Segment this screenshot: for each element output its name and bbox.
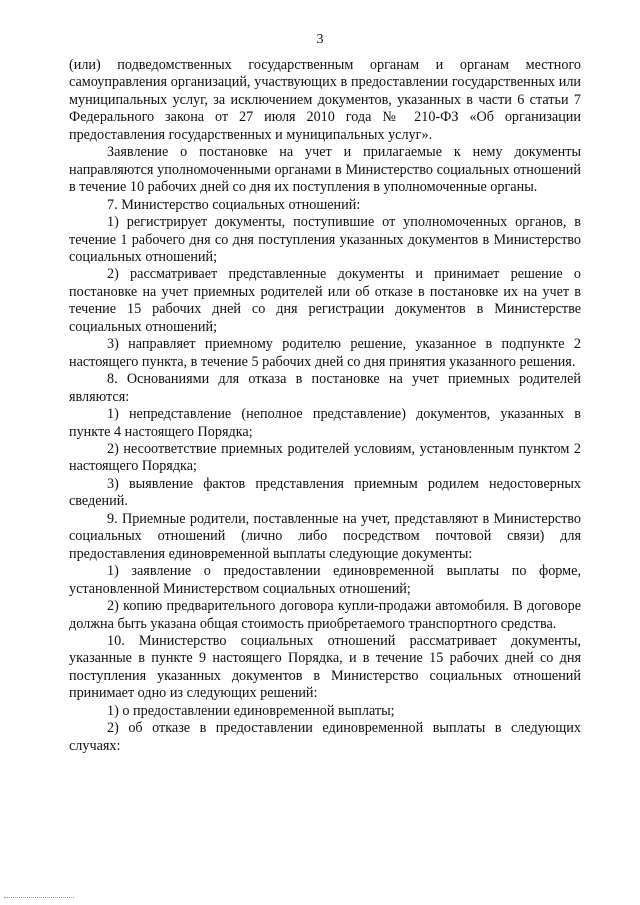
paragraph-item-7-1: 1) регистрирует документы, поступившие от уполномоченных органов, в течение 1 рабочего дня со дня поступления указанных документов в Министерство социальных отношений; <box>69 214 581 265</box>
paragraph-item-10: 10. Министерство социальных отношений рассматривает документы, указанные в пункте 9 настоящего Порядка, и в течение 15 рабочих дней со дня поступления указанных документов в Министерство социальных отношений принимает одно из следующих решений: <box>69 632 581 702</box>
page-number: 3 <box>316 32 324 47</box>
paragraph-item-7: 7. Министерство социальных отношений: <box>107 196 361 213</box>
paragraph-item-8-1: 1) непредставление (неполное представление) документов, указанных в пункте 4 настоящего Порядка; <box>69 406 581 440</box>
paragraph-item-9-1: 1) заявление о предоставлении единовременной выплаты по форме, установленной Министерством социальных отношений; <box>69 563 581 597</box>
paragraph-application-submission: Заявление о постановке на учет и прилагаемые к нему документы направляются уполномоченными органами в Министерство социальных отношений в течение 10 рабочих дней со дня их поступления в уполномоченные органы. <box>69 144 581 196</box>
paragraph-item-9-2: 2) копию предварительного договора купли-продажи автомобиля. В договоре должна быть указана общая стоимость приобретаемого транспортного средства. <box>69 598 581 632</box>
paragraph-item-10-2: 2) об отказе в предоставлении единовременной выплаты в следующих случаях: <box>69 720 581 754</box>
document-body <box>69 57 581 755</box>
paragraph-item-10-1: 1) о предоставлении единовременной выплаты; <box>107 702 395 719</box>
paragraph-item-9: 9. Приемные родители, поставленные на учет, представляют в Министерство социальных отношений (лично либо посредством почтовой связи) для предоставления единовременной выплаты следующие документы: <box>69 510 581 562</box>
paragraph-item-7-3: 3) направляет приемному родителю решение, указанное в подпункте 2 настоящего пункта, в течение 5 рабочих дней со дня принятия указанного решения. <box>69 336 581 370</box>
footer-scan-mark <box>4 895 74 898</box>
paragraph-item-8-3: 3) выявление фактов представления приемным родилем недостоверных сведений. <box>69 475 581 510</box>
paragraph-item-8: 8. Основаниями для отказа в постановке на учет приемных родителей являются: <box>69 371 581 405</box>
paragraph-item-8-2: 2) несоответствие приемных родителей условиям, установленным пунктом 2 настоящего Порядка; <box>69 440 581 475</box>
paragraph-item-7-2: 2) рассматривает представленные документы и принимает решение о постановке на учет приемных родителей или об отказе в постановке их на учет в течение 15 рабочих дней со дня регистрации документов в Министерстве социальных отношений; <box>69 266 581 335</box>
paragraph-continuation: (или) подведомственных государственным органам и органам местного самоуправления организаций, участвующих в предоставлении государственных или муниципальных услуг, за исключением документов, указанных в части 6 статьи 7 Федерального закона от 27 июля 2010 года № 210-ФЗ «Об организации предоставления государственных и муниципальных услуг». <box>69 57 581 143</box>
